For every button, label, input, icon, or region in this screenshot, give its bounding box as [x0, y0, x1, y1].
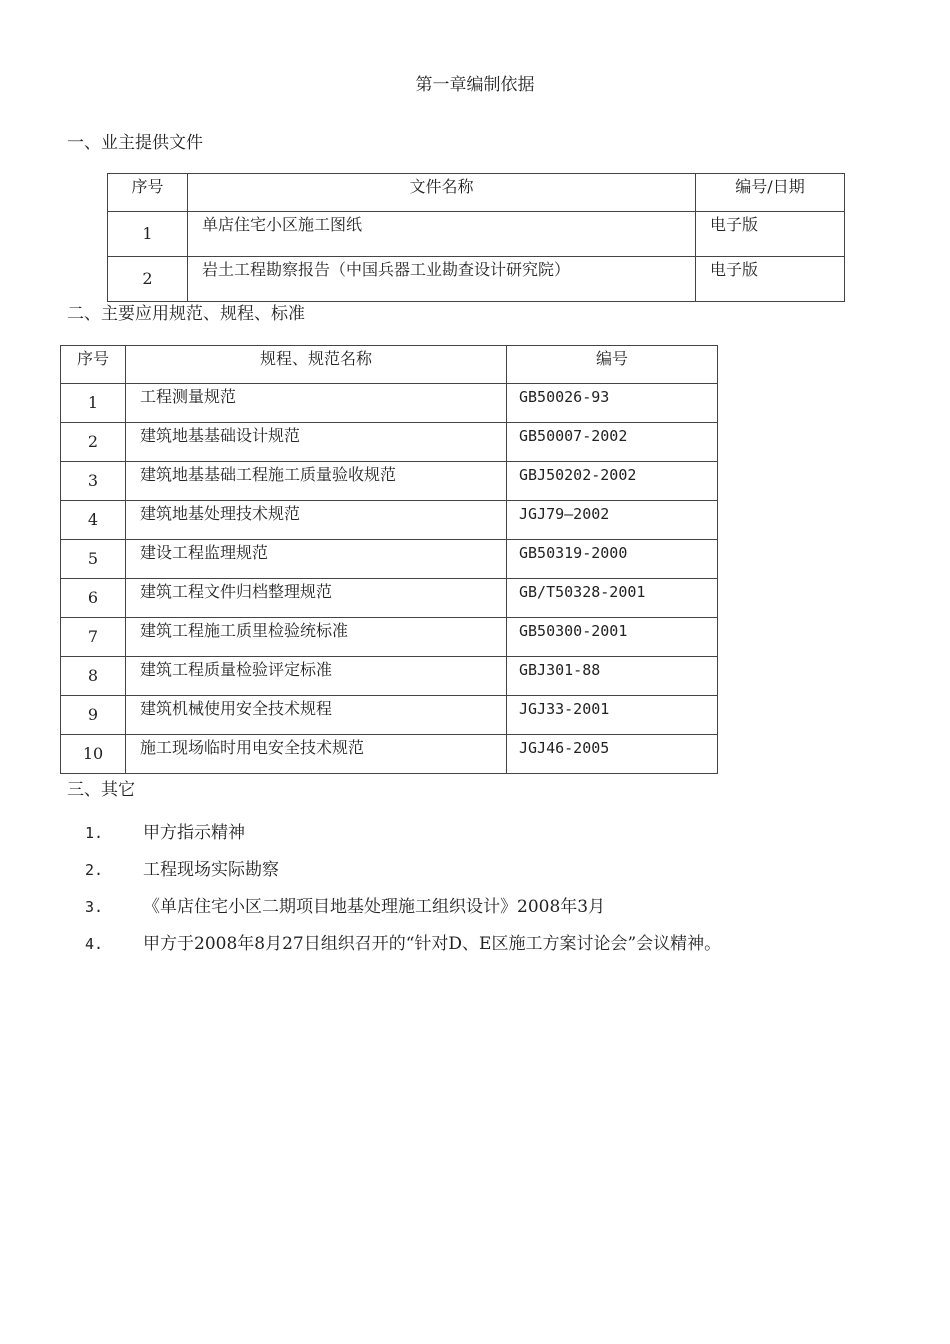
row-standard-name: 建筑地基基础工程施工质量验收规范 [126, 462, 507, 501]
table-row [61, 696, 718, 735]
header-standard-name: 规程、规范名称 [126, 346, 507, 384]
row-standard-code: JGJ46-2005 [507, 735, 718, 774]
table-row [108, 212, 845, 257]
row-standard-code: GB50026-93 [507, 384, 718, 423]
list-item-number: 3. [85, 898, 104, 916]
row-index: 2 [108, 257, 188, 302]
table-row [61, 540, 718, 579]
row-index: 1 [108, 212, 188, 257]
row-index: 3 [61, 462, 126, 501]
list-item [85, 894, 721, 931]
row-index: 9 [61, 696, 126, 735]
row-standard-name: 施工现场临时用电安全技术规范 [126, 735, 507, 774]
row-index: 5 [61, 540, 126, 579]
row-index: 2 [61, 423, 126, 462]
header-index: 序号 [61, 346, 126, 384]
row-standard-name: 建筑工程施工质里检验统标准 [126, 618, 507, 657]
row-index: 10 [61, 735, 126, 774]
row-index: 4 [61, 501, 126, 540]
row-standard-code: GBJ50202-2002 [507, 462, 718, 501]
standards-table [60, 345, 718, 774]
row-code-date: 电子版 [696, 257, 845, 302]
row-standard-code: GB/T50328-2001 [507, 579, 718, 618]
row-document-name: 岩土工程勘察报告（中国兵器工业勘查设计研究院） [188, 257, 696, 302]
table-header-row [61, 346, 718, 384]
header-standard-code: 编号 [507, 346, 718, 384]
header-document-name: 文件名称 [188, 174, 696, 212]
section-heading-standards: 二、主要应用规范、规程、标准 [67, 304, 305, 324]
row-index: 6 [61, 579, 126, 618]
list-item-number: 2. [85, 861, 104, 879]
other-basis-list [85, 820, 721, 968]
table-row [61, 735, 718, 774]
table-row [61, 462, 718, 501]
list-item [85, 820, 721, 857]
row-standard-code: GB50007-2002 [507, 423, 718, 462]
row-standard-code: GB50319-2000 [507, 540, 718, 579]
section-heading-owner-documents: 一、业主提供文件 [67, 133, 203, 153]
row-standard-code: JGJ33-2001 [507, 696, 718, 735]
row-standard-name: 建筑机械使用安全技术规程 [126, 696, 507, 735]
row-standard-name: 工程测量规范 [126, 384, 507, 423]
list-item-number: 1. [85, 824, 104, 842]
list-item-text: 甲方指示精神 [143, 823, 245, 843]
row-standard-code: GBJ301-88 [507, 657, 718, 696]
list-item-number: 4. [85, 935, 104, 953]
list-item [85, 931, 721, 968]
section-heading-other: 三、其它 [67, 780, 135, 800]
list-item-text: 工程现场实际勘察 [143, 860, 279, 880]
table-row [61, 423, 718, 462]
row-index: 1 [61, 384, 126, 423]
row-standard-code: JGJ79—2002 [507, 501, 718, 540]
table-row [61, 618, 718, 657]
row-index: 7 [61, 618, 126, 657]
table-row [108, 257, 845, 302]
page-title: 第一章编制依据 [415, 75, 535, 95]
owner-documents-table [107, 173, 845, 302]
list-item [85, 857, 721, 894]
table-row [61, 384, 718, 423]
table-header-row [108, 174, 845, 212]
row-standard-name: 建筑地基基础设计规范 [126, 423, 507, 462]
table-row [61, 579, 718, 618]
row-code-date: 电子版 [696, 212, 845, 257]
row-standard-name: 建筑工程文件归档整理规范 [126, 579, 507, 618]
row-document-name: 单店住宅小区施工图纸 [188, 212, 696, 257]
row-standard-code: GB50300-2001 [507, 618, 718, 657]
header-code-date: 编号/日期 [696, 174, 845, 212]
header-index: 序号 [108, 174, 188, 212]
list-item-text: 甲方于2008年8月27日组织召开的“针对D、E区施工方案讨论会”会议精神。 [143, 934, 722, 954]
row-standard-name: 建筑工程质量检验评定标准 [126, 657, 507, 696]
row-standard-name: 建筑地基处理技术规范 [126, 501, 507, 540]
list-item-text: 《单店住宅小区二期项目地基处理施工组织设计》2008年3月 [143, 897, 606, 917]
row-standard-name: 建设工程监理规范 [126, 540, 507, 579]
row-index: 8 [61, 657, 126, 696]
table-row [61, 501, 718, 540]
table-row [61, 657, 718, 696]
